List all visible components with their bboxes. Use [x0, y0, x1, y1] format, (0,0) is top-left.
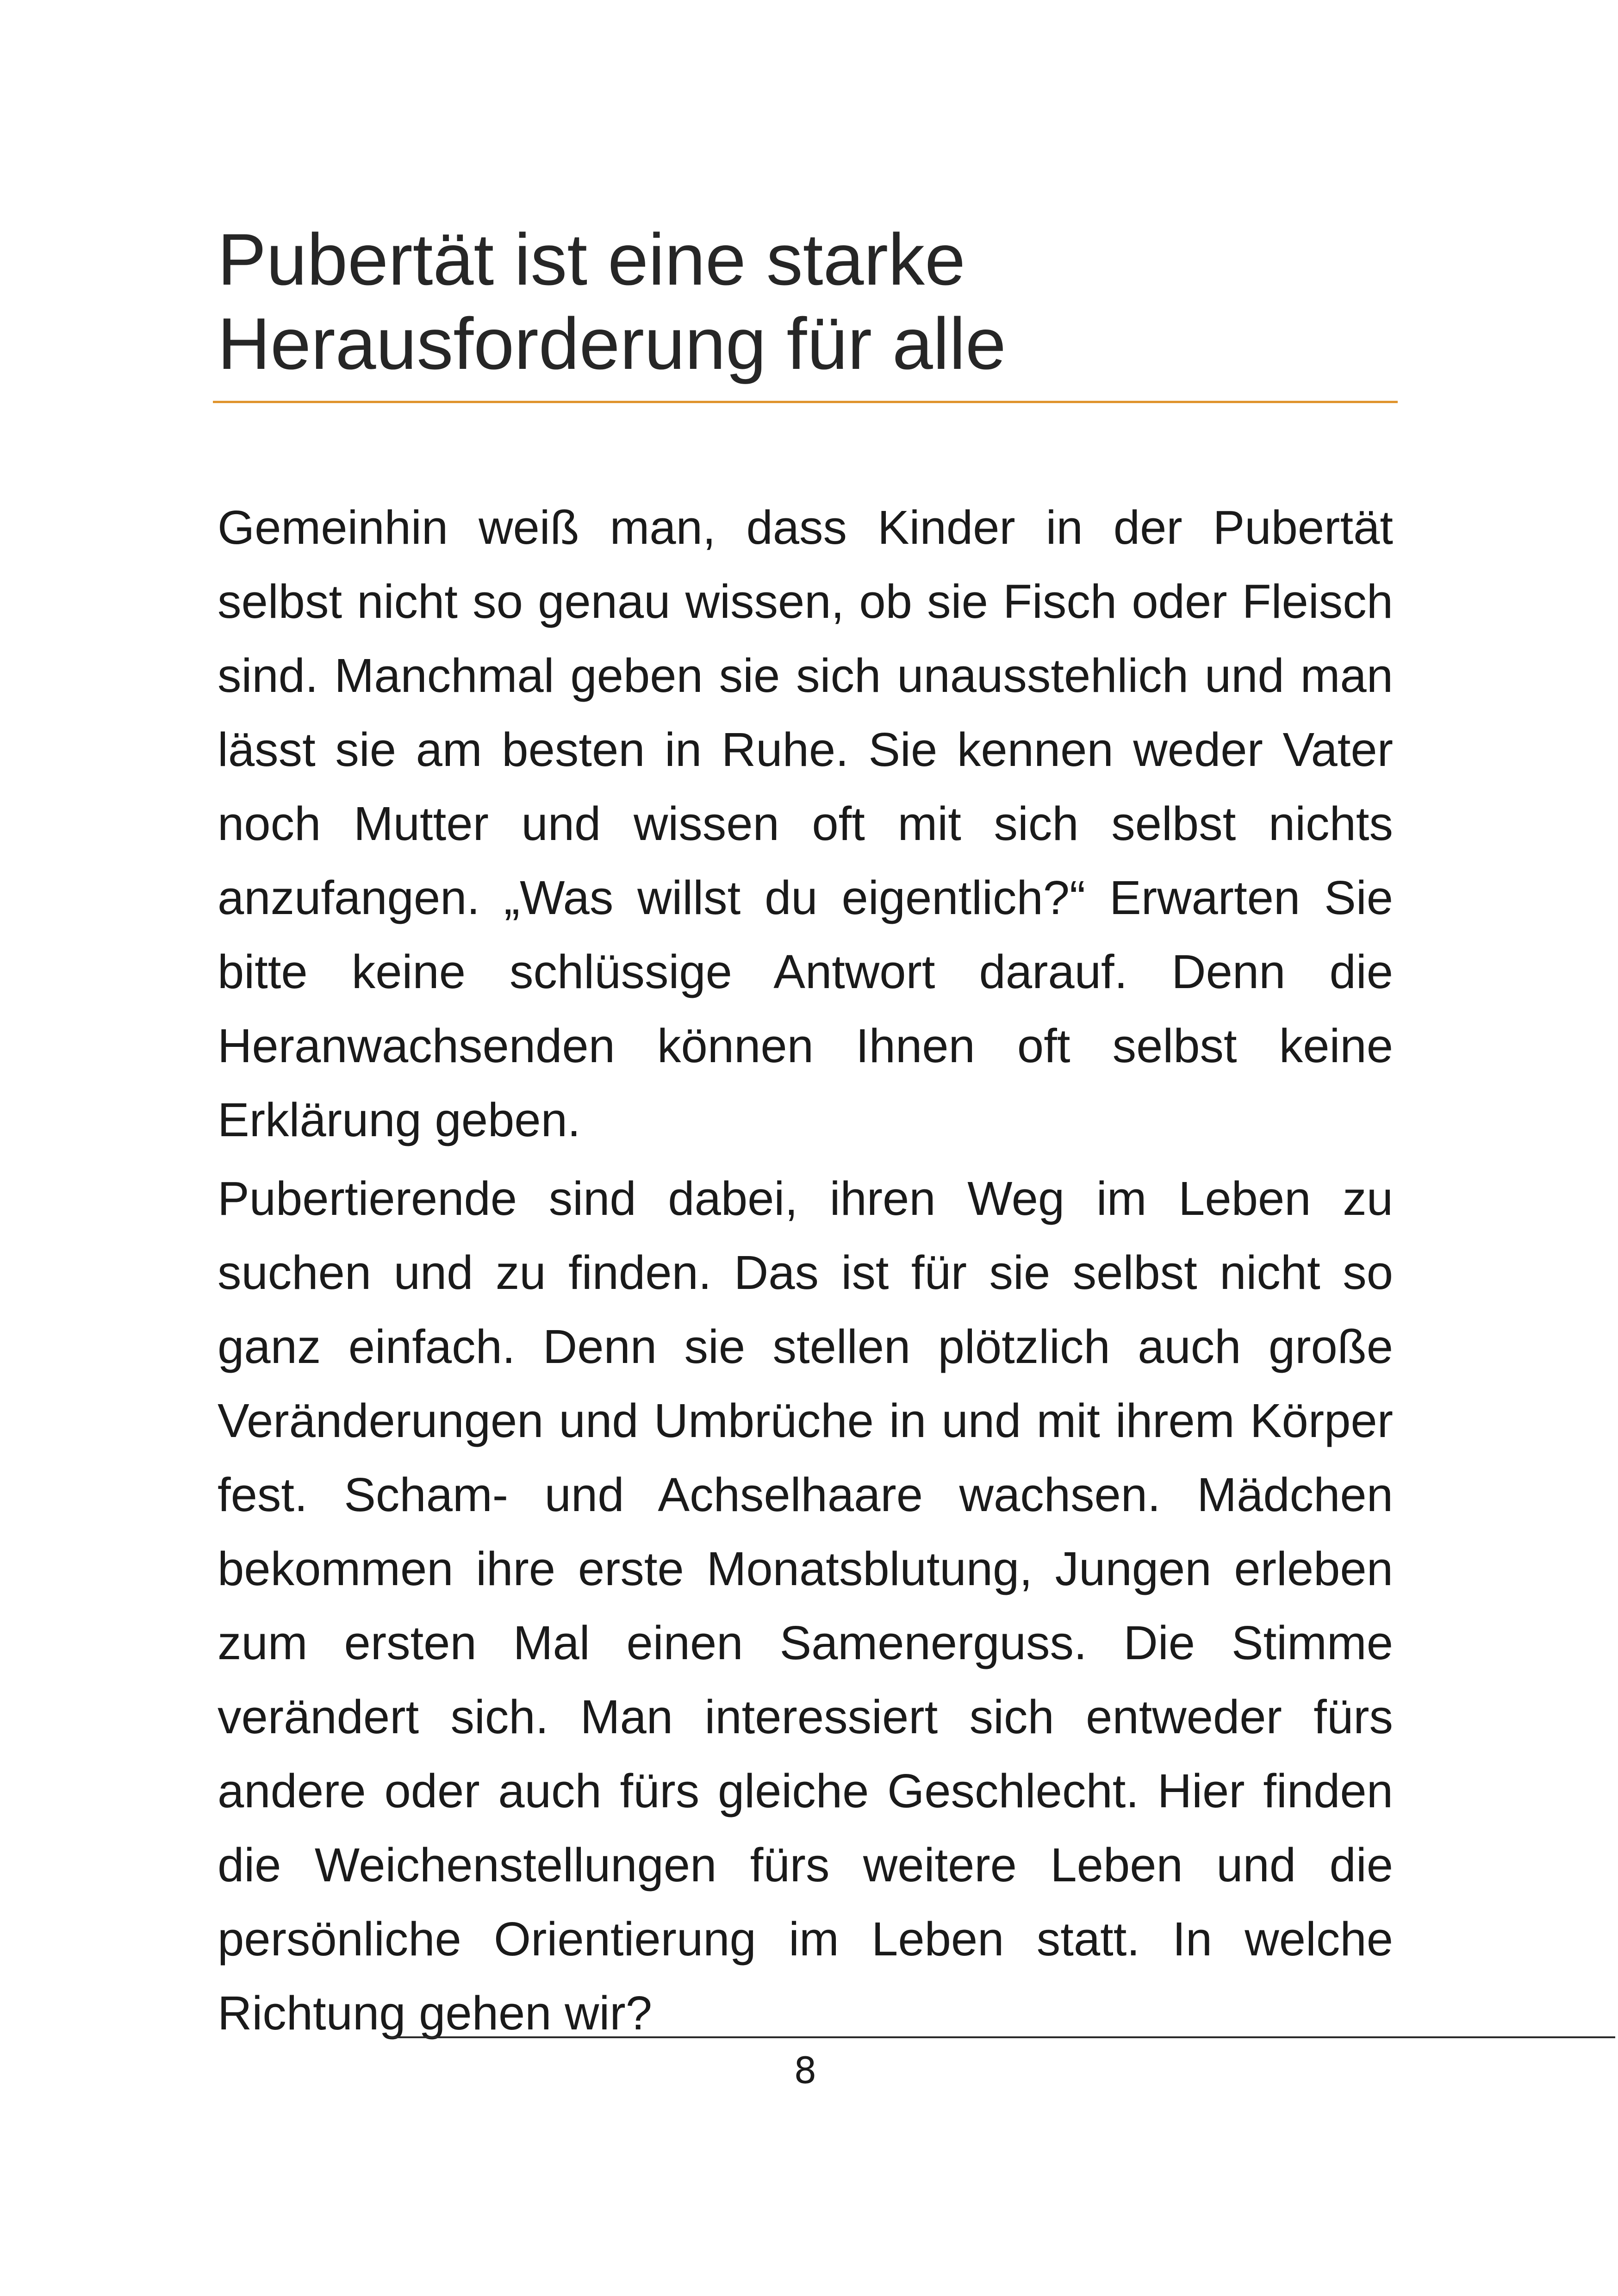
footer-divider — [389, 2036, 1615, 2038]
page-number: 8 — [794, 2050, 817, 2092]
title-underline — [213, 401, 1398, 403]
page-title-line-2: Herausforderung für alle — [218, 303, 1006, 385]
paragraph-1: Gemeinhin weiß man, dass Kinder in der Pubertät selbst nicht so genau wissen, ob sie Fisch oder Fleisch sind. Manchmal geben sie sich unausstehlich und man lässt sie am besten in Ruhe. Sie kennen weder Vater noch Mutter und wissen oft mit sich selbst nichts anzufangen. „Was willst du eigentlich?“ Erwarten Sie bitte keine schlüssige Antwort darauf. Denn die Heranwachsenden können Ihnen oft selbst keine Erklärung geben. — [218, 501, 1393, 1146]
paragraph-2: Pubertierende sind dabei, ihren Weg im Leben zu suchen und zu finden. Das ist für sie selbst nicht so ganz einfach. Denn sie stellen plötzlich auch große Veränderungen und Umbrüche in und mit ihrem Körper fest. Scham- und Achselhaare wachsen. Mädchen bekommen ihre erste Monatsblutung, Jungen erleben zum ersten Mal einen Samenerguss. Die Stimme verändert sich. Man interessiert sich entweder fürs andere oder auch fürs gleiche Geschlecht. Hier finden die Weichenstellungen fürs weitere Leben und die persönliche Orientierung im Leben statt. In welche Richtung gehen wir? — [218, 1172, 1393, 2040]
page-title — [218, 218, 1402, 386]
page-title-line-1: Pubertät ist eine starke — [218, 219, 965, 300]
